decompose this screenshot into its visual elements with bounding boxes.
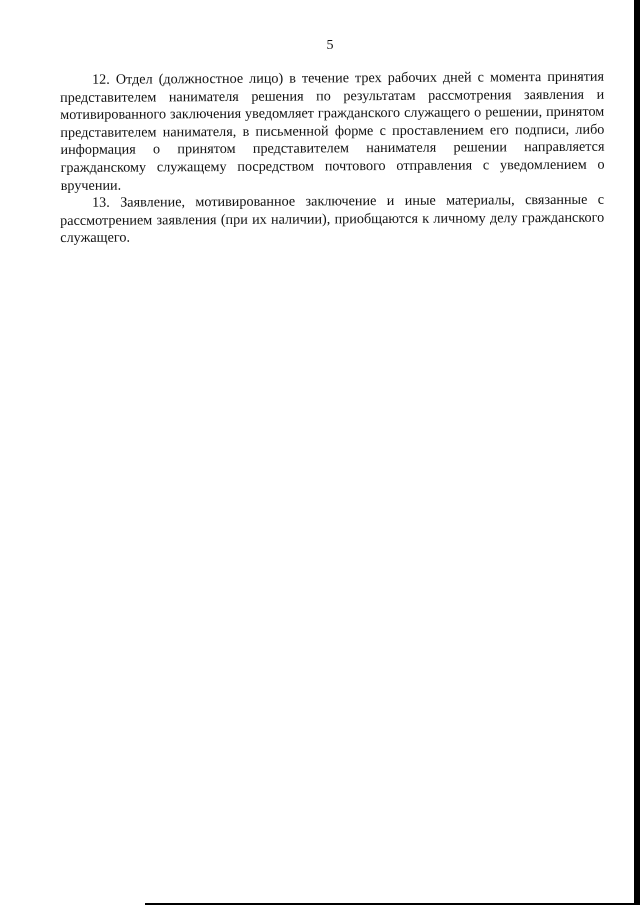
page-number: 5 [326, 38, 334, 53]
paragraph-13: 13. Заявление, мотивированное заключение и иные материалы, связанные с рассмотрением заявления (при их наличии), приобщаются к личному делу гражданского служащего. [60, 191, 605, 247]
paragraph-12: 12. Отдел (должностное лицо) в течение трех рабочих дней с момента принятия представителем нанимателя решения по результатам рассмотрения заявления и мотивированного заключения уведомляет гражданского служащего о решении, принятом представителем нанимателя, в письменной форме с проставлением его подписи, либо информация о принятом представителем нанимателя решении направляется гражданскому служащему посредством почтового отправления с уведомлением о вручении. [60, 68, 605, 194]
document-body [60, 68, 605, 248]
scan-edge [634, 0, 640, 905]
